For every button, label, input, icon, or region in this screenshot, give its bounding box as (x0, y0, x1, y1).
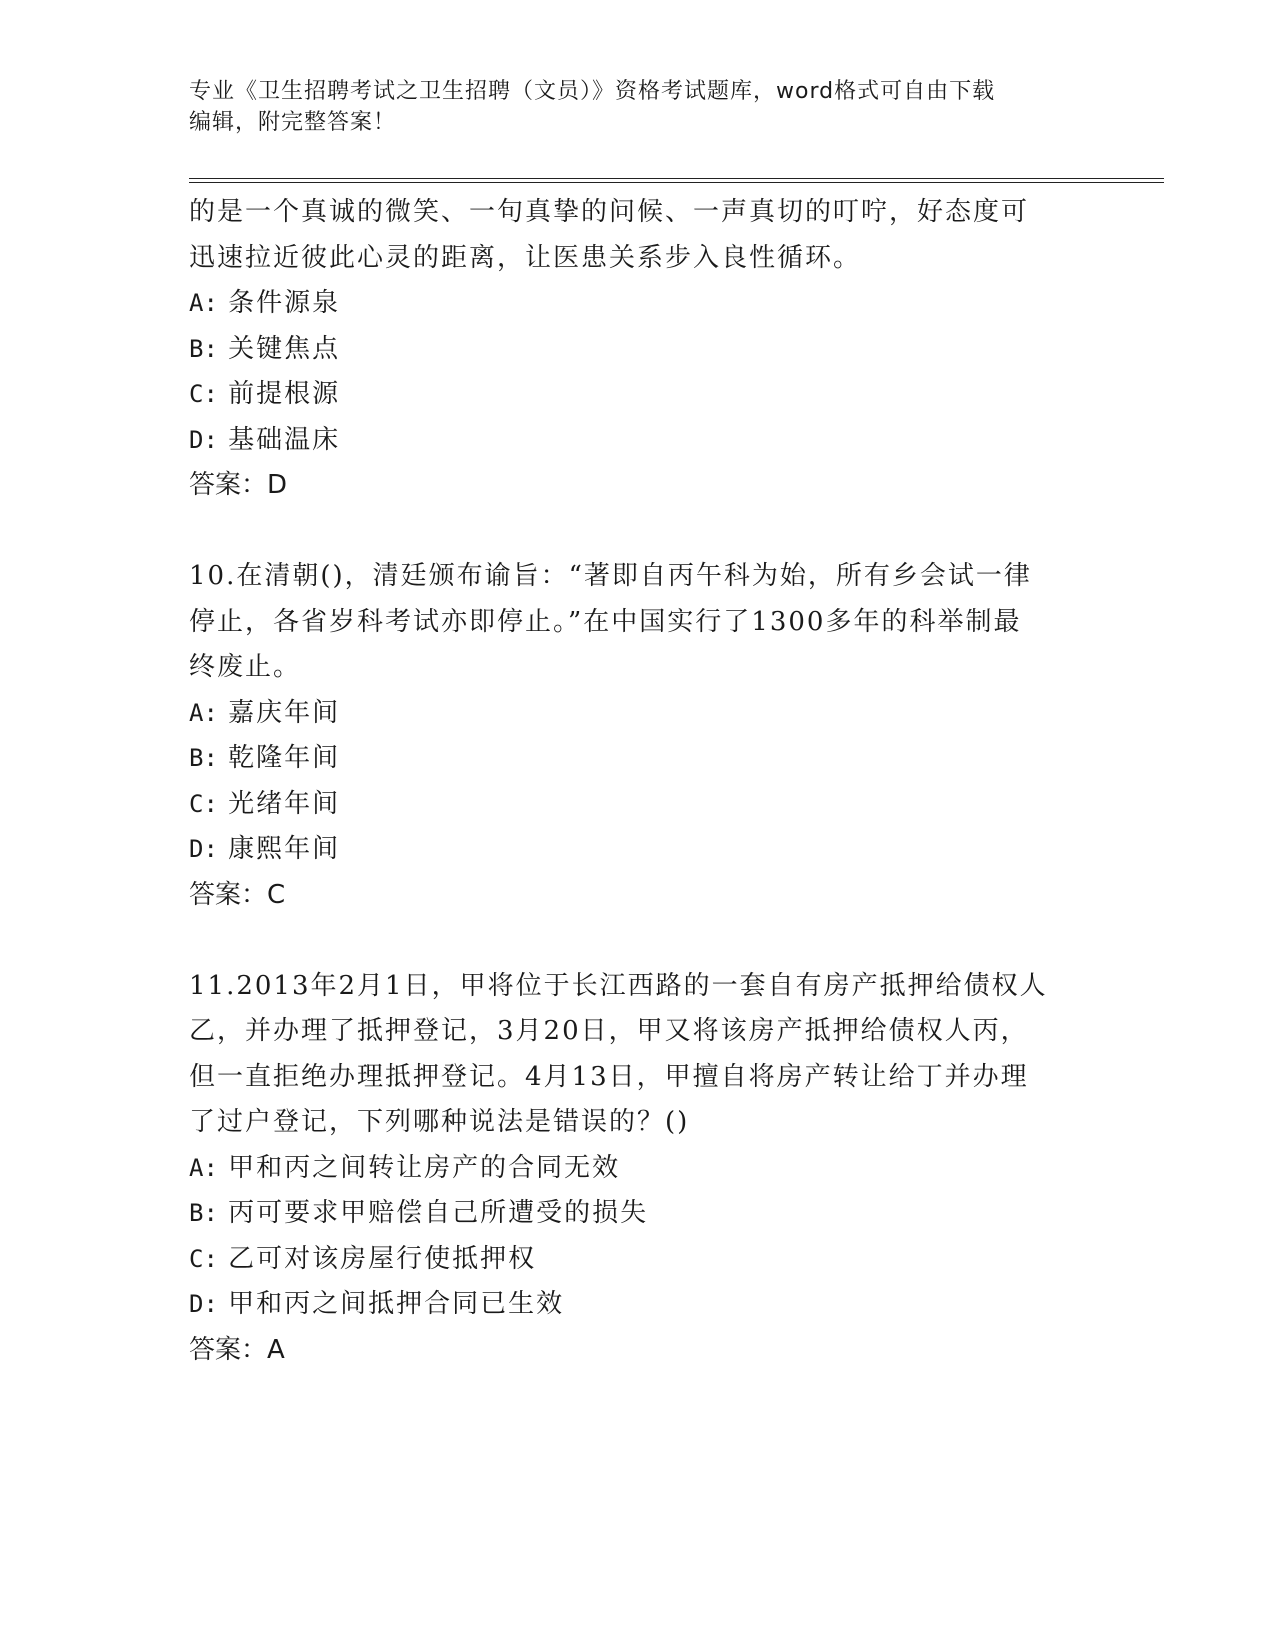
question-text-line: 10.在清朝()，清廷颁布谕旨：“著即自丙午科为始，所有乡会试一律 (189, 561, 1032, 591)
option-key: B: (189, 334, 218, 363)
option-d (189, 827, 1089, 873)
option-b (189, 1191, 1089, 1237)
option-key: C: (189, 380, 218, 408)
question-text-line: 了过户登记，下列哪种说法是错误的？() (189, 1107, 690, 1137)
question-10 (189, 554, 1089, 918)
option-key: A: (189, 1153, 218, 1182)
option-text: 丙可要求甲赔偿自己所遭受的损失 (228, 1198, 649, 1228)
question-text-line: 11.2013年2月1日，甲将位于长江西路的一套自有房产抵押给债权人 (189, 970, 1048, 1001)
option-text: 关键焦点 (228, 333, 341, 364)
option-key: D: (189, 835, 218, 863)
option-key: D: (189, 425, 218, 454)
question-text-line: 迅速拉近彼此心灵的距离，让医患关系步入良性循环。 (189, 242, 862, 273)
question-9 (189, 190, 1089, 509)
option-text: 乙可对该房屋行使抵押权 (228, 1243, 537, 1274)
option-text: 甲和丙之间转让房产的合同无效 (228, 1152, 621, 1183)
question-11 (189, 964, 1089, 1374)
option-text: 光绪年间 (228, 788, 341, 819)
question-spacer (189, 918, 1089, 964)
option-a (189, 281, 1089, 327)
option-a (189, 1146, 1089, 1192)
option-key: C: (189, 1244, 218, 1273)
option-a (189, 691, 1089, 737)
header-line-2: 编辑，附完整答案！ (189, 110, 397, 135)
option-key: B: (189, 744, 218, 772)
answer-line: 答案：D (189, 470, 288, 500)
option-key: A: (189, 698, 218, 727)
option-key: A: (189, 289, 218, 317)
option-c (189, 782, 1089, 828)
option-text: 前提根源 (228, 379, 341, 409)
question-text-line: 的是一个真诚的微笑、一句真挚的问候、一声真切的叮咛，好态度可 (189, 197, 1030, 227)
option-key: D: (189, 1290, 218, 1318)
question-text-line: 乙，并办理了抵押登记，3月20日，甲又将该房产抵押给债权人丙， (189, 1016, 1029, 1046)
option-b (189, 736, 1089, 782)
question-spacer (189, 509, 1089, 555)
option-b (189, 327, 1089, 373)
option-text: 乾隆年间 (228, 743, 341, 773)
option-text: 甲和丙之间抵押合同已生效 (228, 1289, 565, 1319)
option-text: 基础温床 (228, 424, 341, 455)
option-text: 条件源泉 (228, 288, 341, 318)
option-text: 嘉庆年间 (228, 697, 341, 728)
question-list (189, 190, 1089, 1373)
option-c (189, 372, 1089, 418)
option-text: 康熙年间 (228, 834, 341, 864)
option-d (189, 1282, 1089, 1328)
question-text-line: 终废止。 (189, 652, 302, 682)
option-c (189, 1237, 1089, 1283)
header-double-rule (189, 178, 1164, 183)
option-key: B: (189, 1199, 218, 1227)
answer-line: 答案：C (189, 879, 286, 910)
option-d (189, 418, 1089, 464)
option-key: C: (189, 789, 218, 818)
question-text-line: 但一直拒绝办理抵押登记。4月13日，甲擅自将房产转让给丁并办理 (189, 1061, 1029, 1092)
answer-line: 答案：A (189, 1334, 285, 1365)
header-line-1: 专业《卫生招聘考试之卫生招聘（文员）》资格考试题库，word格式可自由下载 (189, 79, 996, 104)
question-text-line: 停止，各省岁科考试亦即停止。”在中国实行了1300多年的科举制最 (189, 606, 1022, 637)
document-header (189, 76, 1089, 138)
